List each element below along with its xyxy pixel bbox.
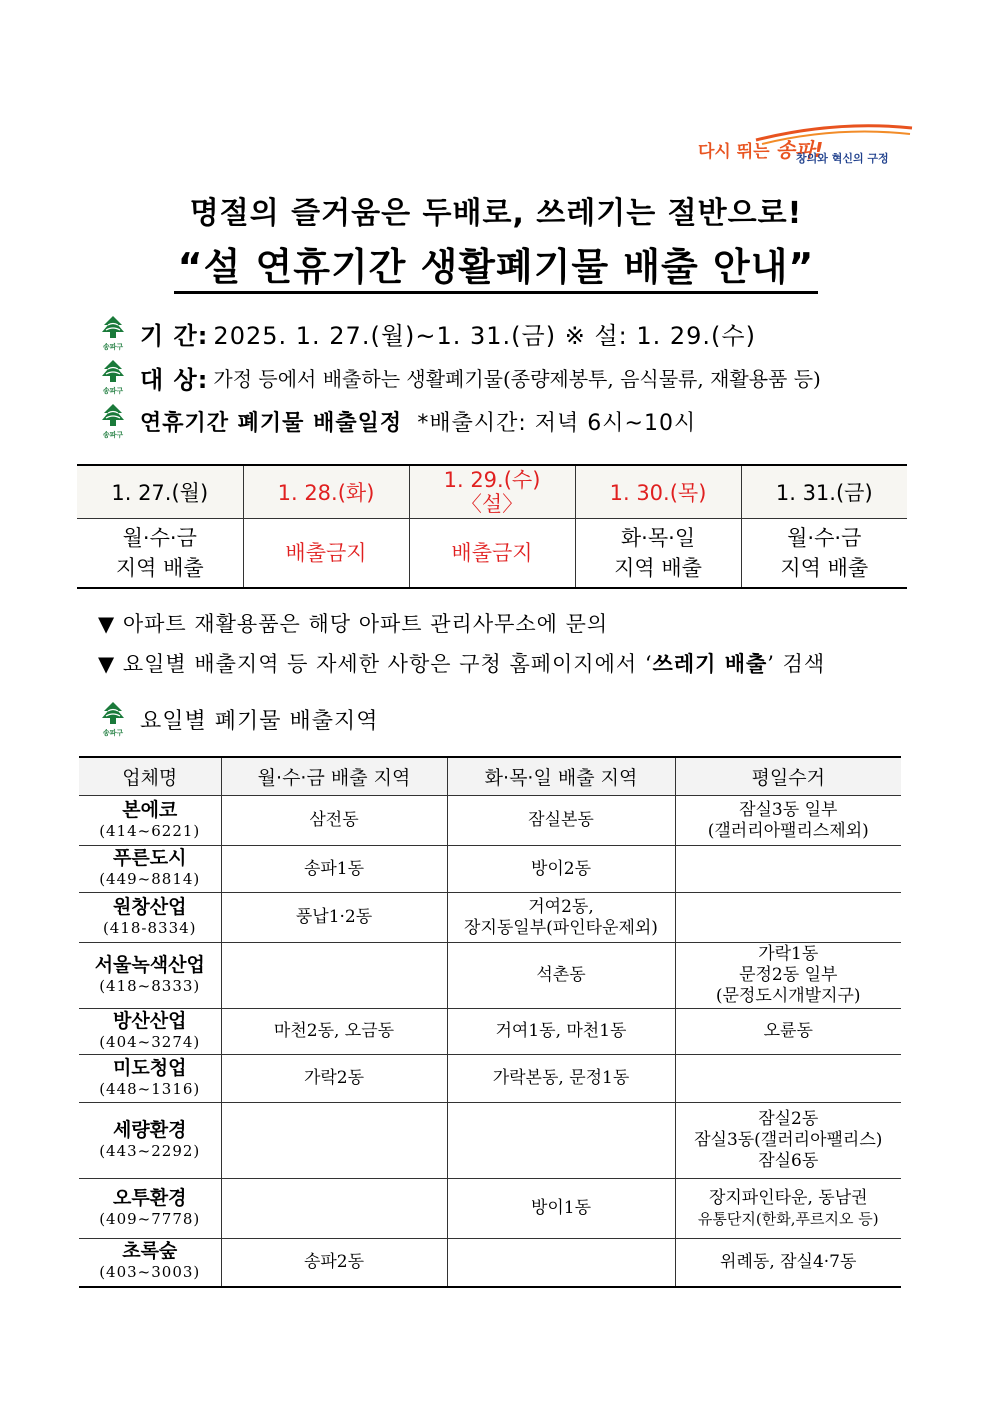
schedule-date: 1. 28.(화) — [243, 465, 409, 519]
tts-region-cell — [447, 1009, 675, 1055]
company-phone: (418-8334) — [102, 918, 197, 937]
header-company: 업체명 — [79, 757, 221, 796]
weekday-region-cell — [675, 1179, 901, 1239]
mwf-region-cell — [221, 1179, 447, 1239]
header-tts: 화·목·일 배출 지역 — [447, 757, 675, 796]
table-row — [79, 943, 901, 1009]
mwf-region-cell — [221, 796, 447, 846]
region-line: 잠실3동(갤러리아팰리스) — [694, 1130, 883, 1150]
region-line: 유통단지(한화,푸르지오 등) — [697, 1209, 879, 1228]
company-name: 세량환경 — [113, 1118, 187, 1141]
company-phone: (404~3274) — [99, 1032, 201, 1051]
region-line: 삼전동 — [309, 810, 359, 830]
region-line: (갤러리아팰리스제외) — [707, 820, 869, 841]
regions-title-row — [96, 700, 379, 738]
target-label: 대 상: — [140, 365, 209, 394]
schedule-title-row — [96, 402, 696, 440]
region-line: 가락1동 — [758, 944, 819, 964]
target-value: 가정 등에서 배출하는 생활폐기물(종량제봉투, 음식물류, 재활용품 등) — [213, 366, 821, 391]
document-title: “설 연휴기간 생활폐기물 배출 안내” — [174, 245, 819, 294]
tts-region-cell — [447, 1239, 675, 1287]
company-name: 오투환경 — [113, 1186, 187, 1209]
tts-region-cell — [447, 1179, 675, 1239]
company-cell — [79, 796, 221, 846]
company-phone: (414~6221) — [99, 821, 201, 840]
mwf-region-cell — [221, 1103, 447, 1179]
company-name: 방산산업 — [113, 1009, 187, 1032]
mwf-region-cell — [221, 1009, 447, 1055]
songpa-tree-icon: 송파구 — [96, 314, 130, 352]
tts-region-cell — [447, 893, 675, 943]
region-line: 장지동일부(파인타운제외) — [464, 917, 658, 938]
region-line: 송파2동 — [303, 1251, 365, 1272]
mwf-region-cell — [221, 893, 447, 943]
table-row — [79, 1009, 901, 1055]
period-value: 2025. 1. 27.(월)~1. 31.(금) ※ 설: 1. 29.(수) — [213, 321, 756, 350]
company-cell — [79, 846, 221, 893]
mwf-region-cell — [221, 846, 447, 893]
period-row — [96, 314, 756, 352]
schedule-title: 연휴기간 폐기물 배출일정 — [140, 410, 403, 436]
header-weekday: 평일수거 — [675, 757, 901, 796]
tts-region-cell — [447, 846, 675, 893]
weekday-region-cell — [675, 893, 901, 943]
region-line: 거여2동, — [528, 896, 594, 917]
company-phone: (448~1316) — [99, 1079, 201, 1098]
company-phone: (418~8333) — [99, 976, 201, 995]
table-row — [79, 1055, 901, 1103]
target-row — [96, 358, 821, 396]
region-line: 가락2동 — [303, 1068, 365, 1088]
region-line: 송파1동 — [303, 858, 365, 879]
region-line: 위례동, 잠실4·7동 — [720, 1251, 857, 1272]
mwf-region-cell — [221, 1239, 447, 1287]
region-line: 가락본동, 문정1동 — [492, 1068, 630, 1088]
mwf-region-cell — [221, 943, 447, 1009]
company-cell — [79, 1103, 221, 1179]
company-cell — [79, 1055, 221, 1103]
region-line: 잠실본동 — [528, 810, 594, 830]
mwf-region-cell — [221, 1055, 447, 1103]
region-line: (문정도시개발지구) — [715, 986, 861, 1006]
table-row — [79, 1179, 901, 1239]
region-line: 석촌동 — [536, 965, 586, 985]
schedule-date-row — [77, 465, 907, 519]
company-phone: (443~2292) — [99, 1141, 201, 1160]
tts-region-cell — [447, 796, 675, 846]
region-line: 잠실3동 일부 — [739, 799, 838, 820]
headline-slogan: 명절의 즐거움은 두배로, 쓰레기는 절반으로! — [189, 196, 803, 231]
region-line: 마천2동, 오금동 — [273, 1021, 395, 1041]
schedule-status: 화·목·일 지역 배출 — [575, 519, 741, 589]
weekday-region-cell — [675, 1239, 901, 1287]
logo-text: 다시 뛰는 — [698, 142, 776, 162]
company-phone: (449~8814) — [99, 870, 201, 888]
header-mwf: 월·수·금 배출 지역 — [221, 757, 447, 796]
table-row — [79, 1103, 901, 1179]
company-cell — [79, 893, 221, 943]
company-name: 원창산업 — [113, 895, 187, 918]
schedule-date: 1. 31.(금) — [741, 465, 907, 519]
company-cell — [79, 1239, 221, 1287]
company-cell — [79, 1179, 221, 1239]
schedule-date: 1. 27.(월) — [77, 465, 243, 519]
table-row — [79, 846, 901, 893]
company-name: 서울녹색산업 — [94, 953, 205, 976]
regions-title: 요일별 폐기물 배출지역 — [140, 708, 379, 734]
company-name: 초록숲 — [122, 1240, 178, 1263]
table-row — [79, 893, 901, 943]
region-line: 오륜동 — [763, 1021, 813, 1041]
collection-regions-table — [79, 756, 901, 1288]
company-name: 미도청업 — [113, 1056, 187, 1079]
tts-region-cell — [447, 1055, 675, 1103]
region-line: 잠실6동 — [758, 1151, 819, 1171]
company-name: 푸른도시 — [113, 847, 187, 869]
region-line: 방이1동 — [530, 1198, 592, 1218]
company-phone: (409~7778) — [99, 1209, 201, 1228]
schedule-status: 월·수·금 지역 배출 — [77, 519, 243, 589]
company-name: 본에코 — [122, 798, 178, 821]
table-header-row — [79, 757, 901, 796]
company-cell — [79, 943, 221, 1009]
region-line: 문정2동 일부 — [739, 965, 838, 985]
weekday-region-cell — [675, 943, 901, 1009]
weekday-region-cell — [675, 1009, 901, 1055]
table-row — [79, 796, 901, 846]
schedule-status-row — [77, 519, 907, 589]
apartment-note: ▼ 아파트 재활용품은 해당 아파트 관리사무소에 문의 — [98, 612, 609, 636]
tts-region-cell — [447, 943, 675, 1009]
songpa-tree-icon: 송파구 — [96, 358, 130, 396]
schedule-status-banned: 배출금지 — [409, 519, 575, 589]
company-phone: (403~3003) — [99, 1263, 201, 1282]
search-keyword: 쓰레기 배출 — [652, 652, 768, 676]
region-line: 방이2동 — [530, 858, 592, 879]
table-row — [79, 1239, 901, 1287]
logo-subtitle: 창의와 혁신의 구정 — [796, 152, 889, 165]
schedule-date: 1. 29.(수) 〈설〉 — [409, 465, 575, 519]
region-line: 풍납1·2동 — [295, 907, 373, 927]
schedule-status-banned: 배출금지 — [243, 519, 409, 589]
region-line: 거여1동, 마천1동 — [495, 1021, 627, 1041]
weekday-region-cell — [675, 796, 901, 846]
region-line: 잠실2동 — [758, 1109, 819, 1129]
songpa-tree-icon: 송파구 — [96, 402, 130, 440]
logo-text-emphasis: 송파! — [775, 138, 824, 162]
schedule-date: 1. 30.(목) — [575, 465, 741, 519]
weekday-region-cell — [675, 846, 901, 893]
songpa-tree-icon: 송파구 — [96, 700, 130, 738]
songpa-slogan-logo — [696, 118, 916, 164]
period-label: 기 간: — [140, 321, 209, 350]
weekday-region-cell — [675, 1103, 901, 1179]
region-line: 장지파인타운, 동남권 — [708, 1187, 868, 1208]
schedule-status: 월·수·금 지역 배출 — [741, 519, 907, 589]
homepage-note: ▼ 요일별 배출지역 등 자세한 사항은 구청 홈페이지에서 ‘쓰레기 배출’ 검색 — [98, 652, 826, 676]
company-cell — [79, 1009, 221, 1055]
schedule-time: *배출시간: 저녁 6시~10시 — [417, 410, 697, 436]
tts-region-cell — [447, 1103, 675, 1179]
weekday-region-cell — [675, 1055, 901, 1103]
holiday-schedule-table — [77, 464, 907, 589]
